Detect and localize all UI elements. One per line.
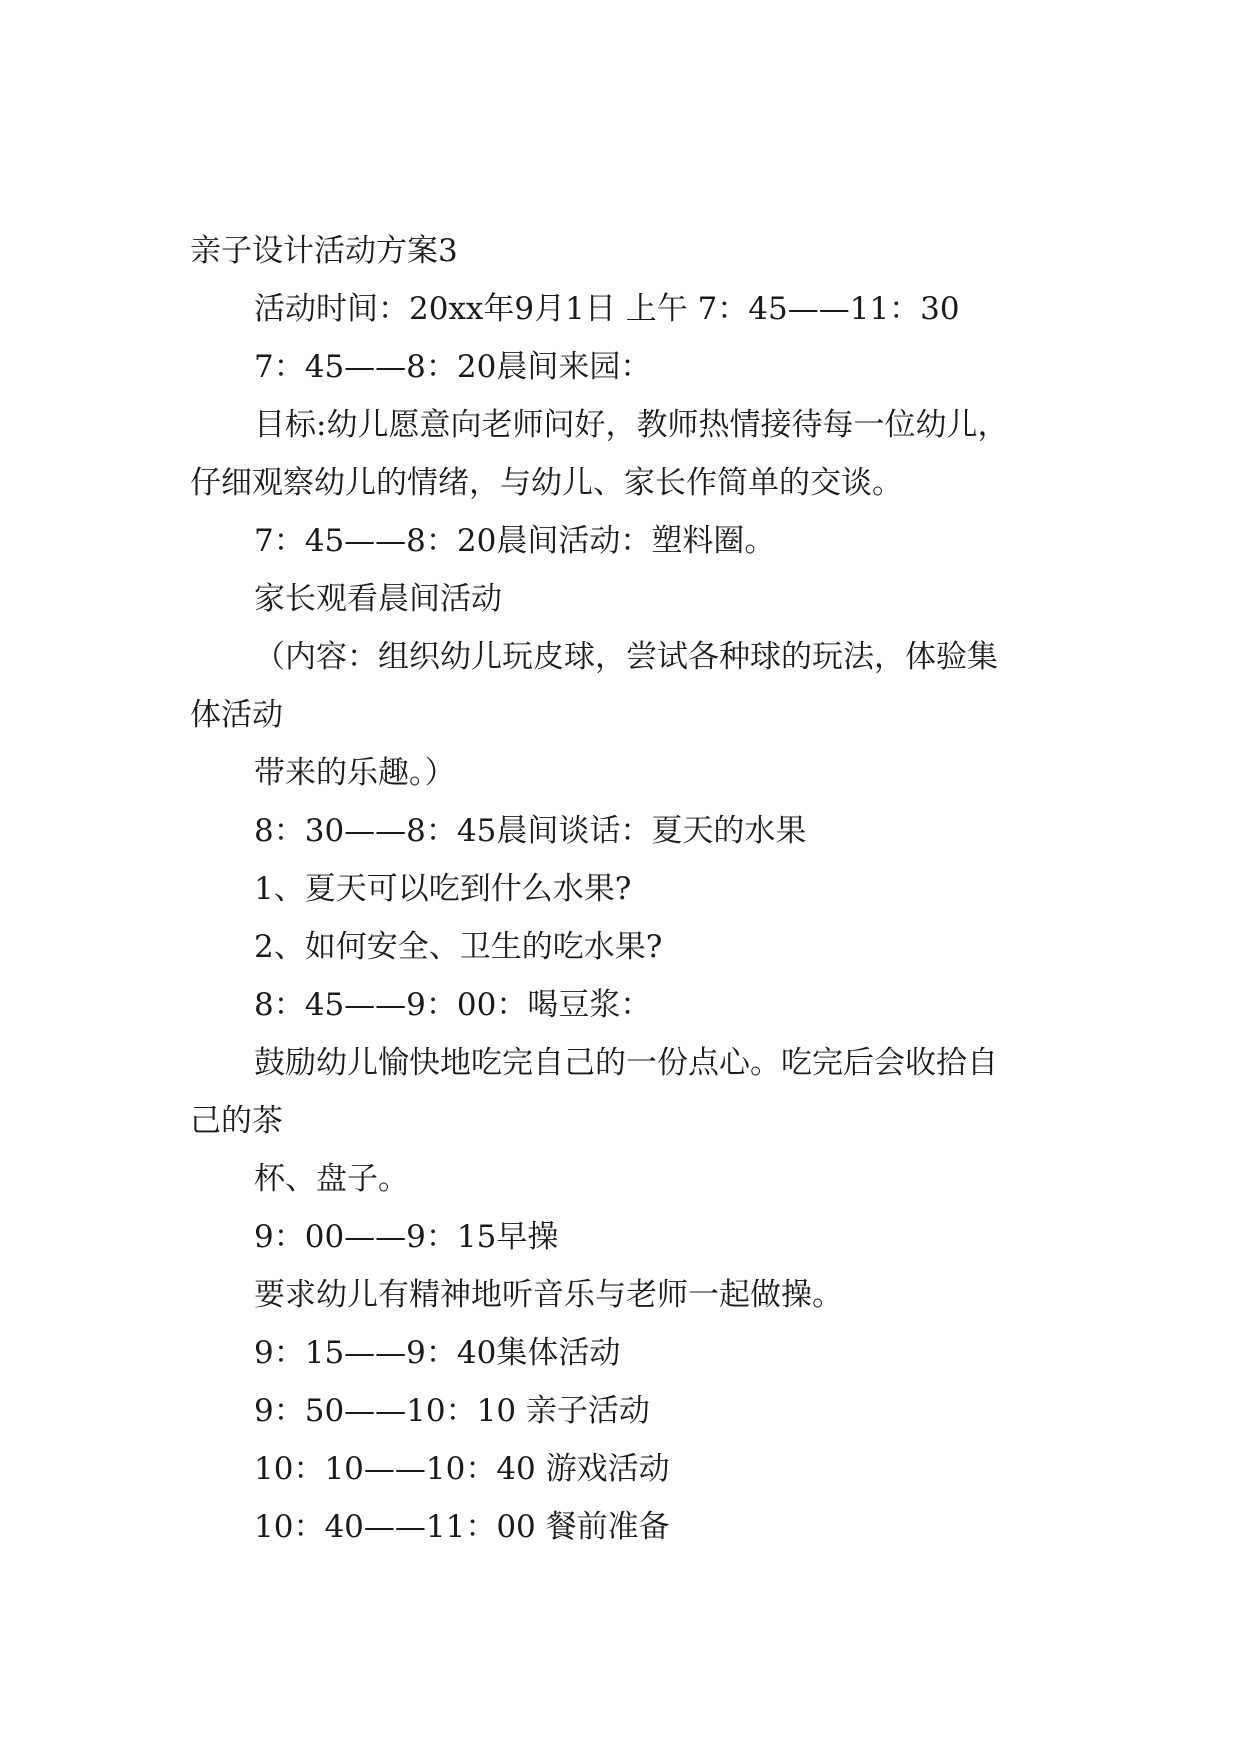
paragraph-line: 带来的乐趣。） xyxy=(254,755,456,791)
document-body xyxy=(190,222,1056,1556)
paragraph-line: 体活动 xyxy=(190,697,283,733)
paragraph-line: 10：40——11：00 餐前准备 xyxy=(254,1509,670,1545)
paragraph-line: 8：45——9：00：喝豆浆： xyxy=(254,987,652,1023)
document-title: 亲子设计活动方案3 xyxy=(190,233,458,269)
paragraph-line: 目标:幼儿愿意向老师问好，教师热情接待每一位幼儿， xyxy=(254,407,1009,443)
paragraph-line: 鼓励幼儿愉快地吃完自己的一份点心。吃完后会收拾自 xyxy=(254,1045,998,1081)
paragraph-line: 9：15——9：40集体活动 xyxy=(254,1335,621,1371)
paragraph-line: 仔细观察幼儿的情绪，与幼儿、家长作简单的交谈。 xyxy=(190,465,903,501)
paragraph-line: 己的茶 xyxy=(190,1103,283,1139)
paragraph-line: 1、夏天可以吃到什么水果? xyxy=(254,871,632,907)
paragraph-line: 8：30——8：45晨间谈话：夏天的水果 xyxy=(254,813,807,849)
paragraph-line: 2、如何安全、卫生的吃水果? xyxy=(254,929,663,965)
paragraph-line: 9：50——10：10 亲子活动 xyxy=(254,1393,650,1429)
paragraph-line: 活动时间：20xx年9月1日 上午 7：45——11：30 xyxy=(254,291,960,327)
paragraph-line: 杯、盘子。 xyxy=(254,1161,409,1197)
paragraph-line: 9：00——9：15早操 xyxy=(254,1219,559,1255)
paragraph-line: 7：45——8：20晨间来园： xyxy=(254,349,652,385)
paragraph-line: （内容：组织幼儿玩皮球，尝试各种球的玩法，体验集 xyxy=(254,639,998,675)
paragraph-line: 10：10——10：40 游戏活动 xyxy=(254,1451,670,1487)
paragraph-line: 7：45——8：20晨间活动：塑料圈。 xyxy=(254,523,776,559)
paragraph-line: 家长观看晨间活动 xyxy=(254,581,502,617)
paragraph-line: 要求幼儿有精神地听音乐与老师一起做操。 xyxy=(254,1277,843,1313)
